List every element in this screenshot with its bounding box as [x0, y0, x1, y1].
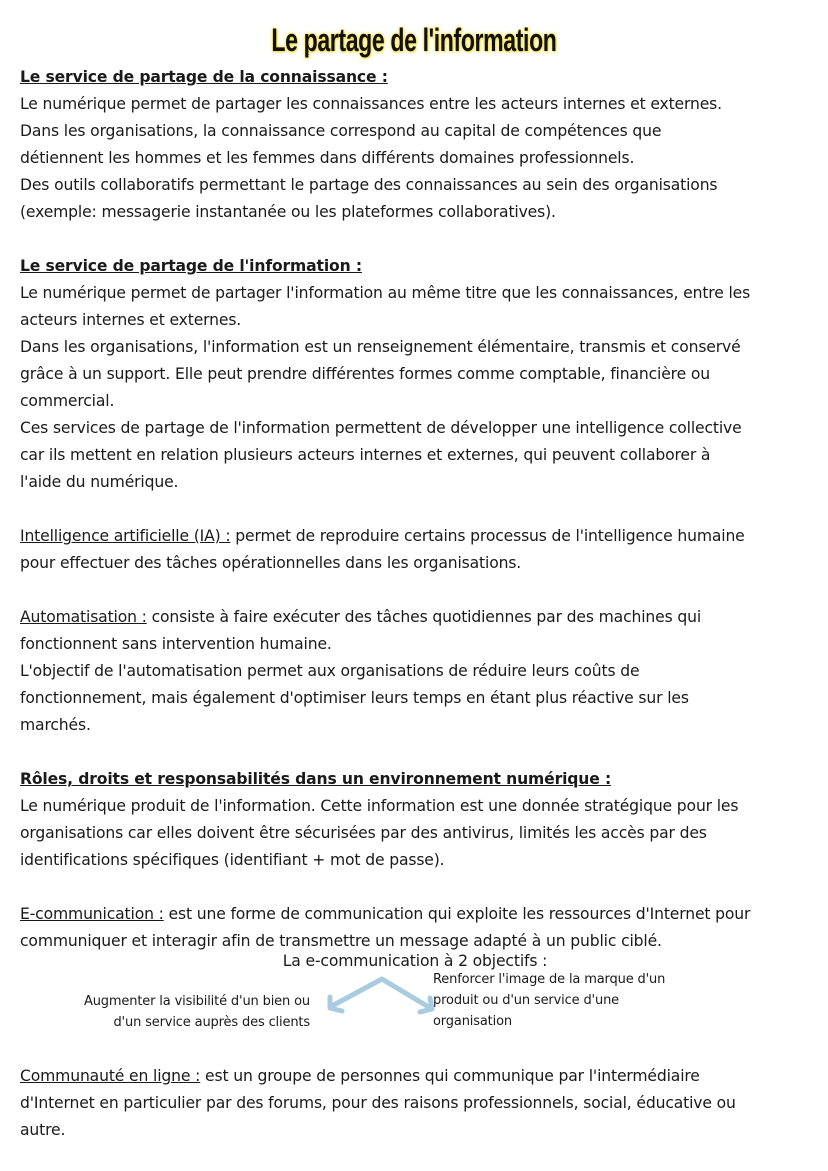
e-communication-diagram: [20, 952, 820, 1063]
text-line: communiquer et interagir afin de transmettre un message adapté à un public ciblé.: [20, 932, 662, 950]
definition-text: est un groupe de personnes qui communique par l'intermédiaire: [200, 1067, 700, 1085]
page-title: [0, 22, 828, 59]
text-line: Le numérique produit de l'information. Cette information est une donnée stratégique pour les: [20, 797, 739, 815]
text-line: détiennent les hommes et les femmes dans différents domaines professionnels.: [20, 149, 635, 167]
term-label: E-communication :: [20, 905, 164, 923]
definition-automatisation: [20, 604, 820, 631]
objective-text: produit ou d'un service d'une: [433, 993, 620, 1008]
document-body: [20, 64, 820, 1144]
definition-text: consiste à faire exécuter des tâches quotidiennes par des machines qui: [146, 608, 702, 626]
diagram-title: La e-communication à 2 objectifs :: [282, 952, 548, 970]
title-text: Le partage de l'information: [271, 22, 557, 58]
text-line: l'aide du numérique.: [20, 473, 179, 491]
text-line: d'Internet en particulier par des forums, pour des raisons professionnels, social, éducative ou: [20, 1094, 736, 1112]
text-line: Ces services de partage de l'information permettent de développer une intelligence collective: [20, 419, 742, 437]
text-line: autre.: [20, 1121, 66, 1139]
definition-communaute-en-ligne: [20, 1063, 820, 1090]
definition-e-communication: [20, 901, 820, 928]
term-label: Intelligence artificielle (IA) :: [20, 527, 231, 545]
term-label: Communauté en ligne :: [20, 1067, 201, 1085]
definition-text: est une forme de communication qui exploite les ressources d'Internet pour: [163, 905, 751, 923]
text-line: organisations car elles doivent être sécurisées par des antivirus, limités les accès par des: [20, 824, 707, 842]
text-line: marchés.: [20, 716, 91, 734]
text-line: L'objectif de l'automatisation permet aux organisations de réduire leurs coûts de: [20, 662, 640, 680]
section-heading: Rôles, droits et responsabilités dans un environnement numérique :: [20, 770, 612, 788]
text-line: fonctionnent sans intervention humaine.: [20, 635, 332, 653]
objective-text: d'un service auprès des clients: [113, 1015, 310, 1030]
objective-text: Augmenter la visibilité d'un bien ou: [83, 994, 310, 1009]
text-line: grâce à un support. Elle peut prendre différentes formes comme comptable, financière ou: [20, 365, 710, 383]
objective-left: [84, 991, 310, 1033]
text-line: fonctionnement, mais également d'optimiser leurs temps en étant plus réactive sur les: [20, 689, 689, 707]
objective-text: Renforcer l'image de la marque d'un: [433, 972, 666, 987]
text-line: Des outils collaboratifs permettant le partage des connaissances au sein des organisations: [20, 176, 718, 194]
definition-ia: [20, 523, 820, 550]
text-line: identifications spécifiques (identifiant + mot de passe).: [20, 851, 445, 869]
text-line: Le numérique permet de partager les connaissances entre les acteurs internes et externes.: [20, 95, 722, 113]
text-line: Dans les organisations, l'information est un renseignement élémentaire, transmis et conservé: [20, 338, 741, 356]
objective-right: [433, 969, 665, 1032]
text-line: pour effectuer des tâches opérationnelles dans les organisations.: [20, 554, 522, 572]
text-line: car ils mettent en relation plusieurs acteurs internes et externes, qui peuvent collaborer à: [20, 446, 711, 464]
section-heading: Le service de partage de la connaissance :: [20, 68, 388, 86]
objective-text: organisation: [433, 1014, 512, 1029]
text-line: acteurs internes et externes.: [20, 311, 242, 329]
text-line: (exemple: messagerie instantanée ou les plateformes collaboratives).: [20, 203, 556, 221]
text-line: Dans les organisations, la connaissance correspond au capital de compétences que: [20, 122, 662, 140]
definition-text: permet de reproduire certains processus de l'intelligence humaine: [230, 527, 745, 545]
split-arrows-icon: [320, 971, 450, 1017]
text-line: Le numérique permet de partager l'information au même titre que les connaissances, entre les: [20, 284, 751, 302]
text-line: commercial.: [20, 392, 115, 410]
term-label: Automatisation :: [20, 608, 147, 626]
section-heading: Le service de partage de l'information :: [20, 257, 362, 275]
